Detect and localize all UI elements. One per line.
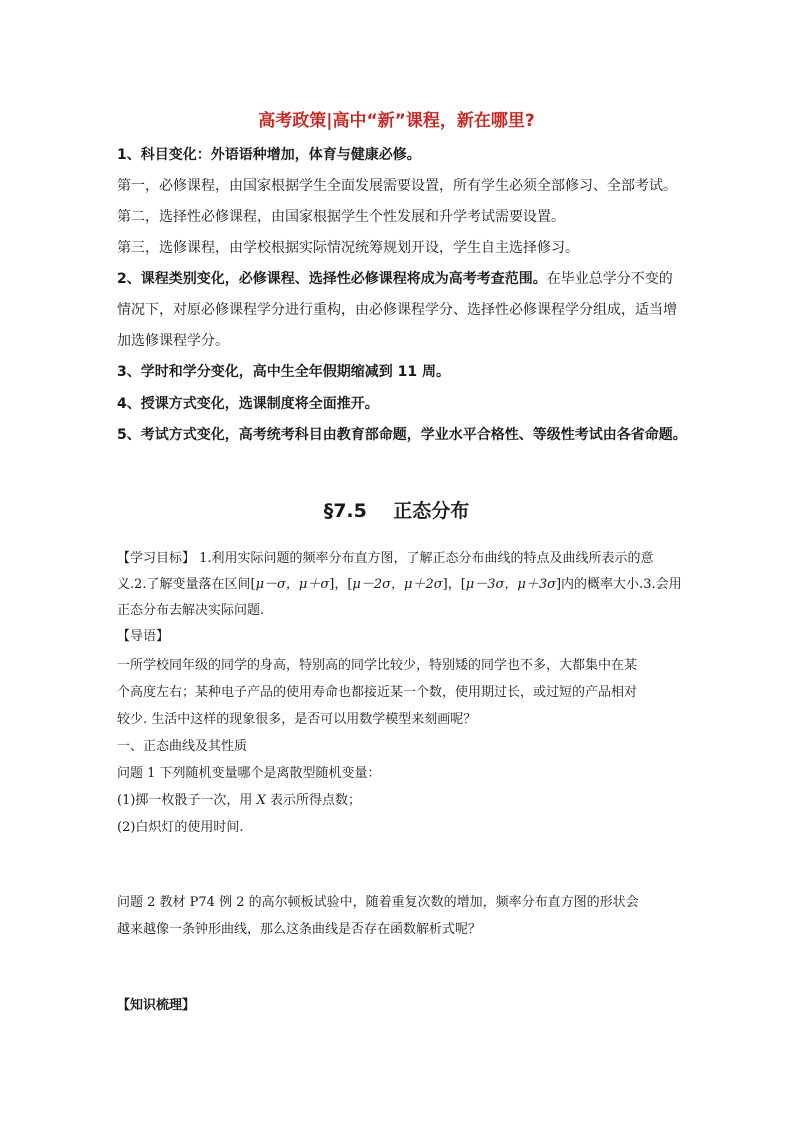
guide-line1: 一所学校同年级的同学的身高，特别高的同学比较少，特别矮的同学也不多，大都集中在某 <box>117 658 638 673</box>
policy-first: 第一，必修课程，由国家根据学生全面发展需要设置，所有学生必须全部修习、全部考试。 <box>117 178 677 194</box>
interval-2: μ－2σ，μ＋2σ <box>352 577 443 592</box>
question-1-a <box>117 791 361 811</box>
policy-item-2-line3: 加选修课程学分。 <box>117 333 229 349</box>
interval-3: μ－3σ，μ＋3σ <box>465 577 556 592</box>
goals-text-b: ]，[ <box>329 577 353 592</box>
knowledge-heading: 【知识梳理】 <box>117 998 196 1013</box>
question-1-b: (2)白炽灯的使用时间. <box>117 820 244 835</box>
policy-title: 高考政策|高中“新”课程，新在哪里? <box>258 111 535 131</box>
goals-text-c: ]，[ <box>442 577 466 592</box>
policy-item-4: 4、授课方式变化，选课制度将全面推开。 <box>117 396 379 412</box>
q1-a-post: 表示所得点数； <box>265 793 361 808</box>
q1-a-pre: (1)掷一枚骰子一次，用 <box>117 793 257 808</box>
interval-1: μ－σ，μ＋σ <box>255 577 330 592</box>
policy-item-2-bold: 2、课程类别变化，必修课程、选择性必修课程将成为高考考查范围。 <box>117 271 547 287</box>
policy-item-2-rest: 在毕业总学分不变的 <box>546 271 673 287</box>
q1-a-variable: X <box>256 793 266 808</box>
part-1-heading: 一、正态曲线及其性质 <box>117 739 248 754</box>
learning-goals-line1: 【学习目标】 1.利用实际问题的频率分布直方图，了解正态分布曲线的特点及曲线所表示的意 <box>117 551 654 566</box>
policy-item-1: 1、科目变化：外语语种增加，体育与健康必修。 <box>117 147 421 163</box>
policy-second: 第二，选择性必修课程，由国家根据学生个性发展和升学考试需要设置。 <box>117 209 565 225</box>
learning-goals-line2 <box>117 575 682 595</box>
learning-goals-line3: 正态分布去解决实际问题. <box>117 603 265 618</box>
policy-item-2 <box>117 269 673 289</box>
guide-label: 【导语】 <box>117 629 170 644</box>
policy-item-5: 5、考试方式变化，高考统考科目由教育部命题，学业水平合格性、等级性考试由各省命题。 <box>117 427 687 443</box>
policy-item-3: 3、学时和学分变化，高中生全年假期缩减到 11 周。 <box>117 364 450 380</box>
lesson-title: §7.5 正态分布 <box>323 500 470 522</box>
goals-text-d: ]内的概率大小.3.会用 <box>555 577 682 592</box>
policy-third: 第三，选修课程，由学校根据实际情况统筹规划开设，学生自主选择修习。 <box>117 240 579 256</box>
question-2-line1: 问题 2 教材 P74 例 2 的高尔顿板试验中，随着重复次数的增加，频率分布直方图的形状会 <box>117 895 639 910</box>
guide-line3: 较少. 生活中这样的现象很多，是否可以用数学模型来刻画呢？ <box>117 712 477 727</box>
goals-text-a: 义.2.了解变量落在区间[ <box>117 577 256 592</box>
question-1: 问题 1 下列随机变量哪个是离散型随机变量： <box>117 766 381 781</box>
question-2-line2: 越来越像一条钟形曲线，那么这条曲线是否存在函数解析式呢？ <box>117 922 482 937</box>
policy-item-2-line2: 情况下，对原必修课程学分进行重构，由必修课程学分、选择性必修课程学分组成，适当增 <box>117 302 677 318</box>
guide-line2: 个高度左右；某种电子产品的使用寿命也都接近某一个数，使用期过长，或过短的产品相对 <box>117 685 638 700</box>
